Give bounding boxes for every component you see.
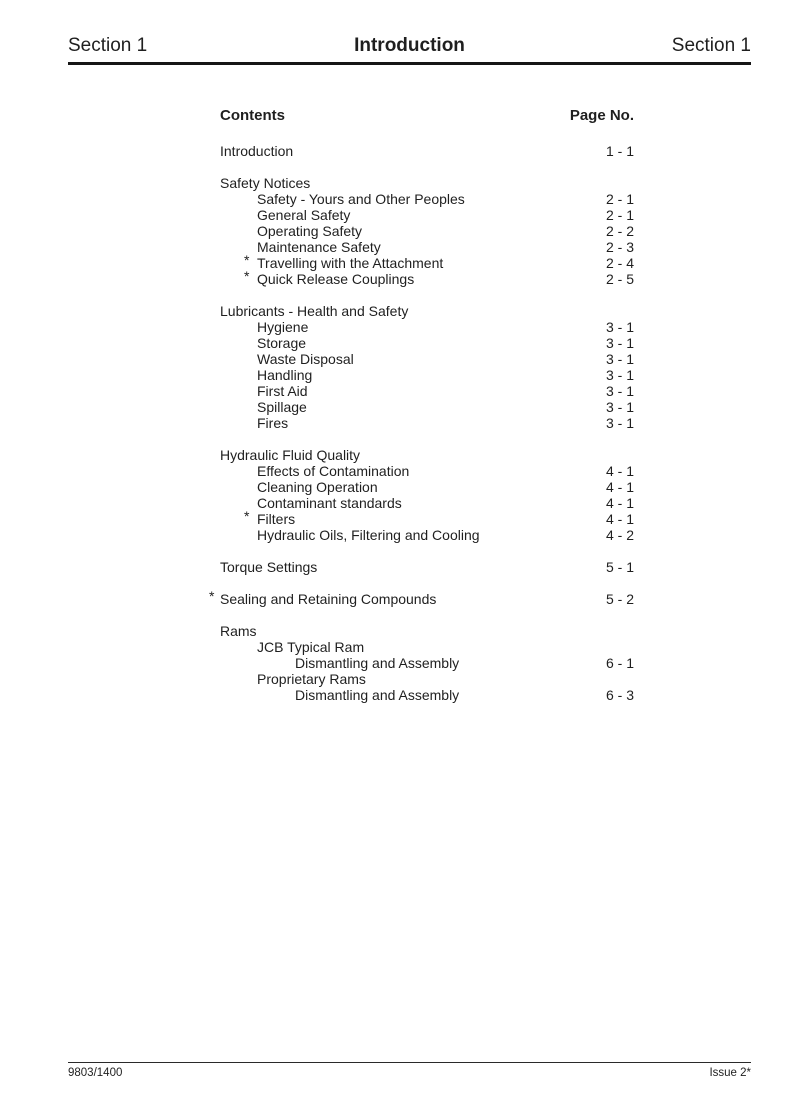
- toc-section: [220, 623, 634, 703]
- toc-entry-label: Waste Disposal: [257, 351, 354, 367]
- footnote-asterisk: *: [244, 508, 250, 524]
- toc-section: [220, 143, 634, 159]
- footer-publication-number: 9803/1400: [68, 1067, 123, 1079]
- toc-entry-page: 3 - 1: [605, 383, 634, 399]
- toc-section: [220, 559, 634, 575]
- toc-row: [220, 671, 634, 687]
- toc-entry-page: 3 - 1: [605, 367, 634, 383]
- toc-entry-label: Hydraulic Oils, Filtering and Cooling: [257, 527, 480, 543]
- toc-entry-page: 4 - 1: [605, 463, 634, 479]
- toc-section: [220, 303, 634, 431]
- toc-row: [220, 687, 634, 703]
- toc-entry-page: 2 - 1: [605, 191, 634, 207]
- toc-entry-label: Proprietary Rams: [257, 671, 366, 687]
- toc-row: [220, 268, 634, 287]
- toc-entry-page: 3 - 1: [605, 415, 634, 431]
- toc-row: [220, 143, 634, 159]
- toc-entry-page: 4 - 1: [605, 495, 634, 511]
- footer-issue: Issue 2*: [709, 1067, 751, 1079]
- toc-entry-label: Dismantling and Assembly: [295, 687, 460, 703]
- page-no-heading: Page No.: [569, 107, 634, 124]
- toc-entry-label: Storage: [257, 335, 307, 351]
- toc-row: [220, 639, 634, 655]
- toc-entry-page: 2 - 4: [605, 255, 634, 271]
- toc-entry-label: Fires: [257, 415, 289, 431]
- toc-entry-label: Cleaning Operation: [257, 479, 378, 495]
- page-title: Introduction: [354, 35, 465, 56]
- toc-entry-label: * Filters: [244, 508, 296, 527]
- toc-row: [220, 207, 634, 223]
- toc-entry-label: Safety - Yours and Other Peoples: [257, 191, 465, 207]
- toc-row: [220, 191, 634, 207]
- toc-entry-label: First Aid: [257, 383, 308, 399]
- toc-entry-label: * Travelling with the Attachment: [244, 252, 444, 271]
- toc-entry-label: Spillage: [257, 399, 307, 415]
- toc-entry-page: 2 - 5: [605, 271, 634, 287]
- page-header: [68, 34, 751, 57]
- toc-entry-label: Hygiene: [257, 319, 309, 335]
- toc-row: [220, 367, 634, 383]
- toc-row: [220, 399, 634, 415]
- toc-entry-page: 3 - 1: [605, 335, 634, 351]
- toc-row: [209, 588, 634, 607]
- page-footer: [68, 1066, 751, 1080]
- toc-row: [220, 495, 634, 511]
- toc-entry-label: Torque Settings: [220, 559, 318, 575]
- toc-row: [220, 223, 634, 239]
- toc-entry-page: 3 - 1: [605, 399, 634, 415]
- toc-row: [220, 527, 634, 543]
- toc-entry-page: 2 - 3: [605, 239, 634, 255]
- header-section-left: Section 1: [68, 35, 148, 56]
- toc-row: [220, 415, 634, 431]
- toc-entry-label: Operating Safety: [257, 223, 363, 239]
- toc-entry-page: 4 - 2: [605, 527, 634, 543]
- footnote-asterisk: *: [244, 268, 250, 284]
- footer-rule: [68, 1062, 751, 1063]
- toc-entry-label: Introduction: [220, 143, 294, 159]
- toc-row: [220, 623, 634, 639]
- toc-section: [220, 175, 634, 287]
- toc-entry-page: 3 - 1: [605, 319, 634, 335]
- header-rule: [68, 62, 751, 65]
- footnote-asterisk: *: [209, 588, 215, 604]
- toc-entry-page: 3 - 1: [605, 351, 634, 367]
- toc-entry-label: Dismantling and Assembly: [295, 655, 460, 671]
- toc-entry-label: Effects of Contamination: [257, 463, 410, 479]
- toc-entry-page: 5 - 2: [605, 591, 634, 607]
- toc-head: [220, 107, 634, 125]
- toc-entry-page: 4 - 1: [605, 479, 634, 495]
- toc-entry-page: 6 - 1: [605, 655, 634, 671]
- toc-entry-label: Contaminant standards: [257, 495, 402, 511]
- toc-entry-label: Safety Notices: [220, 175, 311, 191]
- toc-row: [220, 252, 634, 271]
- toc-section: [209, 588, 634, 607]
- toc-entry-page: 1 - 1: [605, 143, 634, 159]
- toc-row: [220, 447, 634, 463]
- toc-entry-label: General Safety: [257, 207, 351, 223]
- footnote-asterisk: *: [244, 252, 250, 268]
- toc-row: [220, 303, 634, 319]
- toc-row: [220, 479, 634, 495]
- toc-entry-label: Rams: [220, 623, 257, 639]
- toc-entry-page: 4 - 1: [605, 511, 634, 527]
- toc-entry-label: * Sealing and Retaining Compounds: [209, 588, 437, 607]
- toc-row: [220, 335, 634, 351]
- toc-entry-page: 2 - 2: [605, 223, 634, 239]
- contents-heading: Contents: [220, 107, 285, 124]
- toc-row: [220, 319, 634, 335]
- toc-entry-label: * Quick Release Couplings: [244, 268, 415, 287]
- toc-row: [220, 351, 634, 367]
- toc-row: [220, 655, 634, 671]
- toc-row: [220, 559, 634, 575]
- table-of-contents: [209, 107, 634, 703]
- toc-entry-page: 2 - 1: [605, 207, 634, 223]
- toc-entry-label: Maintenance Safety: [257, 239, 381, 255]
- toc-entry-page: 5 - 1: [605, 559, 634, 575]
- header-section-right: Section 1: [671, 35, 751, 56]
- toc-entry-page: 6 - 3: [605, 687, 634, 703]
- toc-sections: [209, 143, 634, 703]
- toc-row: [220, 239, 634, 255]
- toc-row: [220, 383, 634, 399]
- toc-entry-label: Hydraulic Fluid Quality: [220, 447, 361, 463]
- toc-row: [220, 175, 634, 191]
- toc-entry-label: Lubricants - Health and Safety: [220, 303, 409, 319]
- toc-entry-label: JCB Typical Ram: [257, 639, 365, 655]
- toc-entry-label: Handling: [257, 367, 313, 383]
- toc-row: [220, 463, 634, 479]
- toc-row: [220, 508, 634, 527]
- toc-section: [220, 447, 634, 543]
